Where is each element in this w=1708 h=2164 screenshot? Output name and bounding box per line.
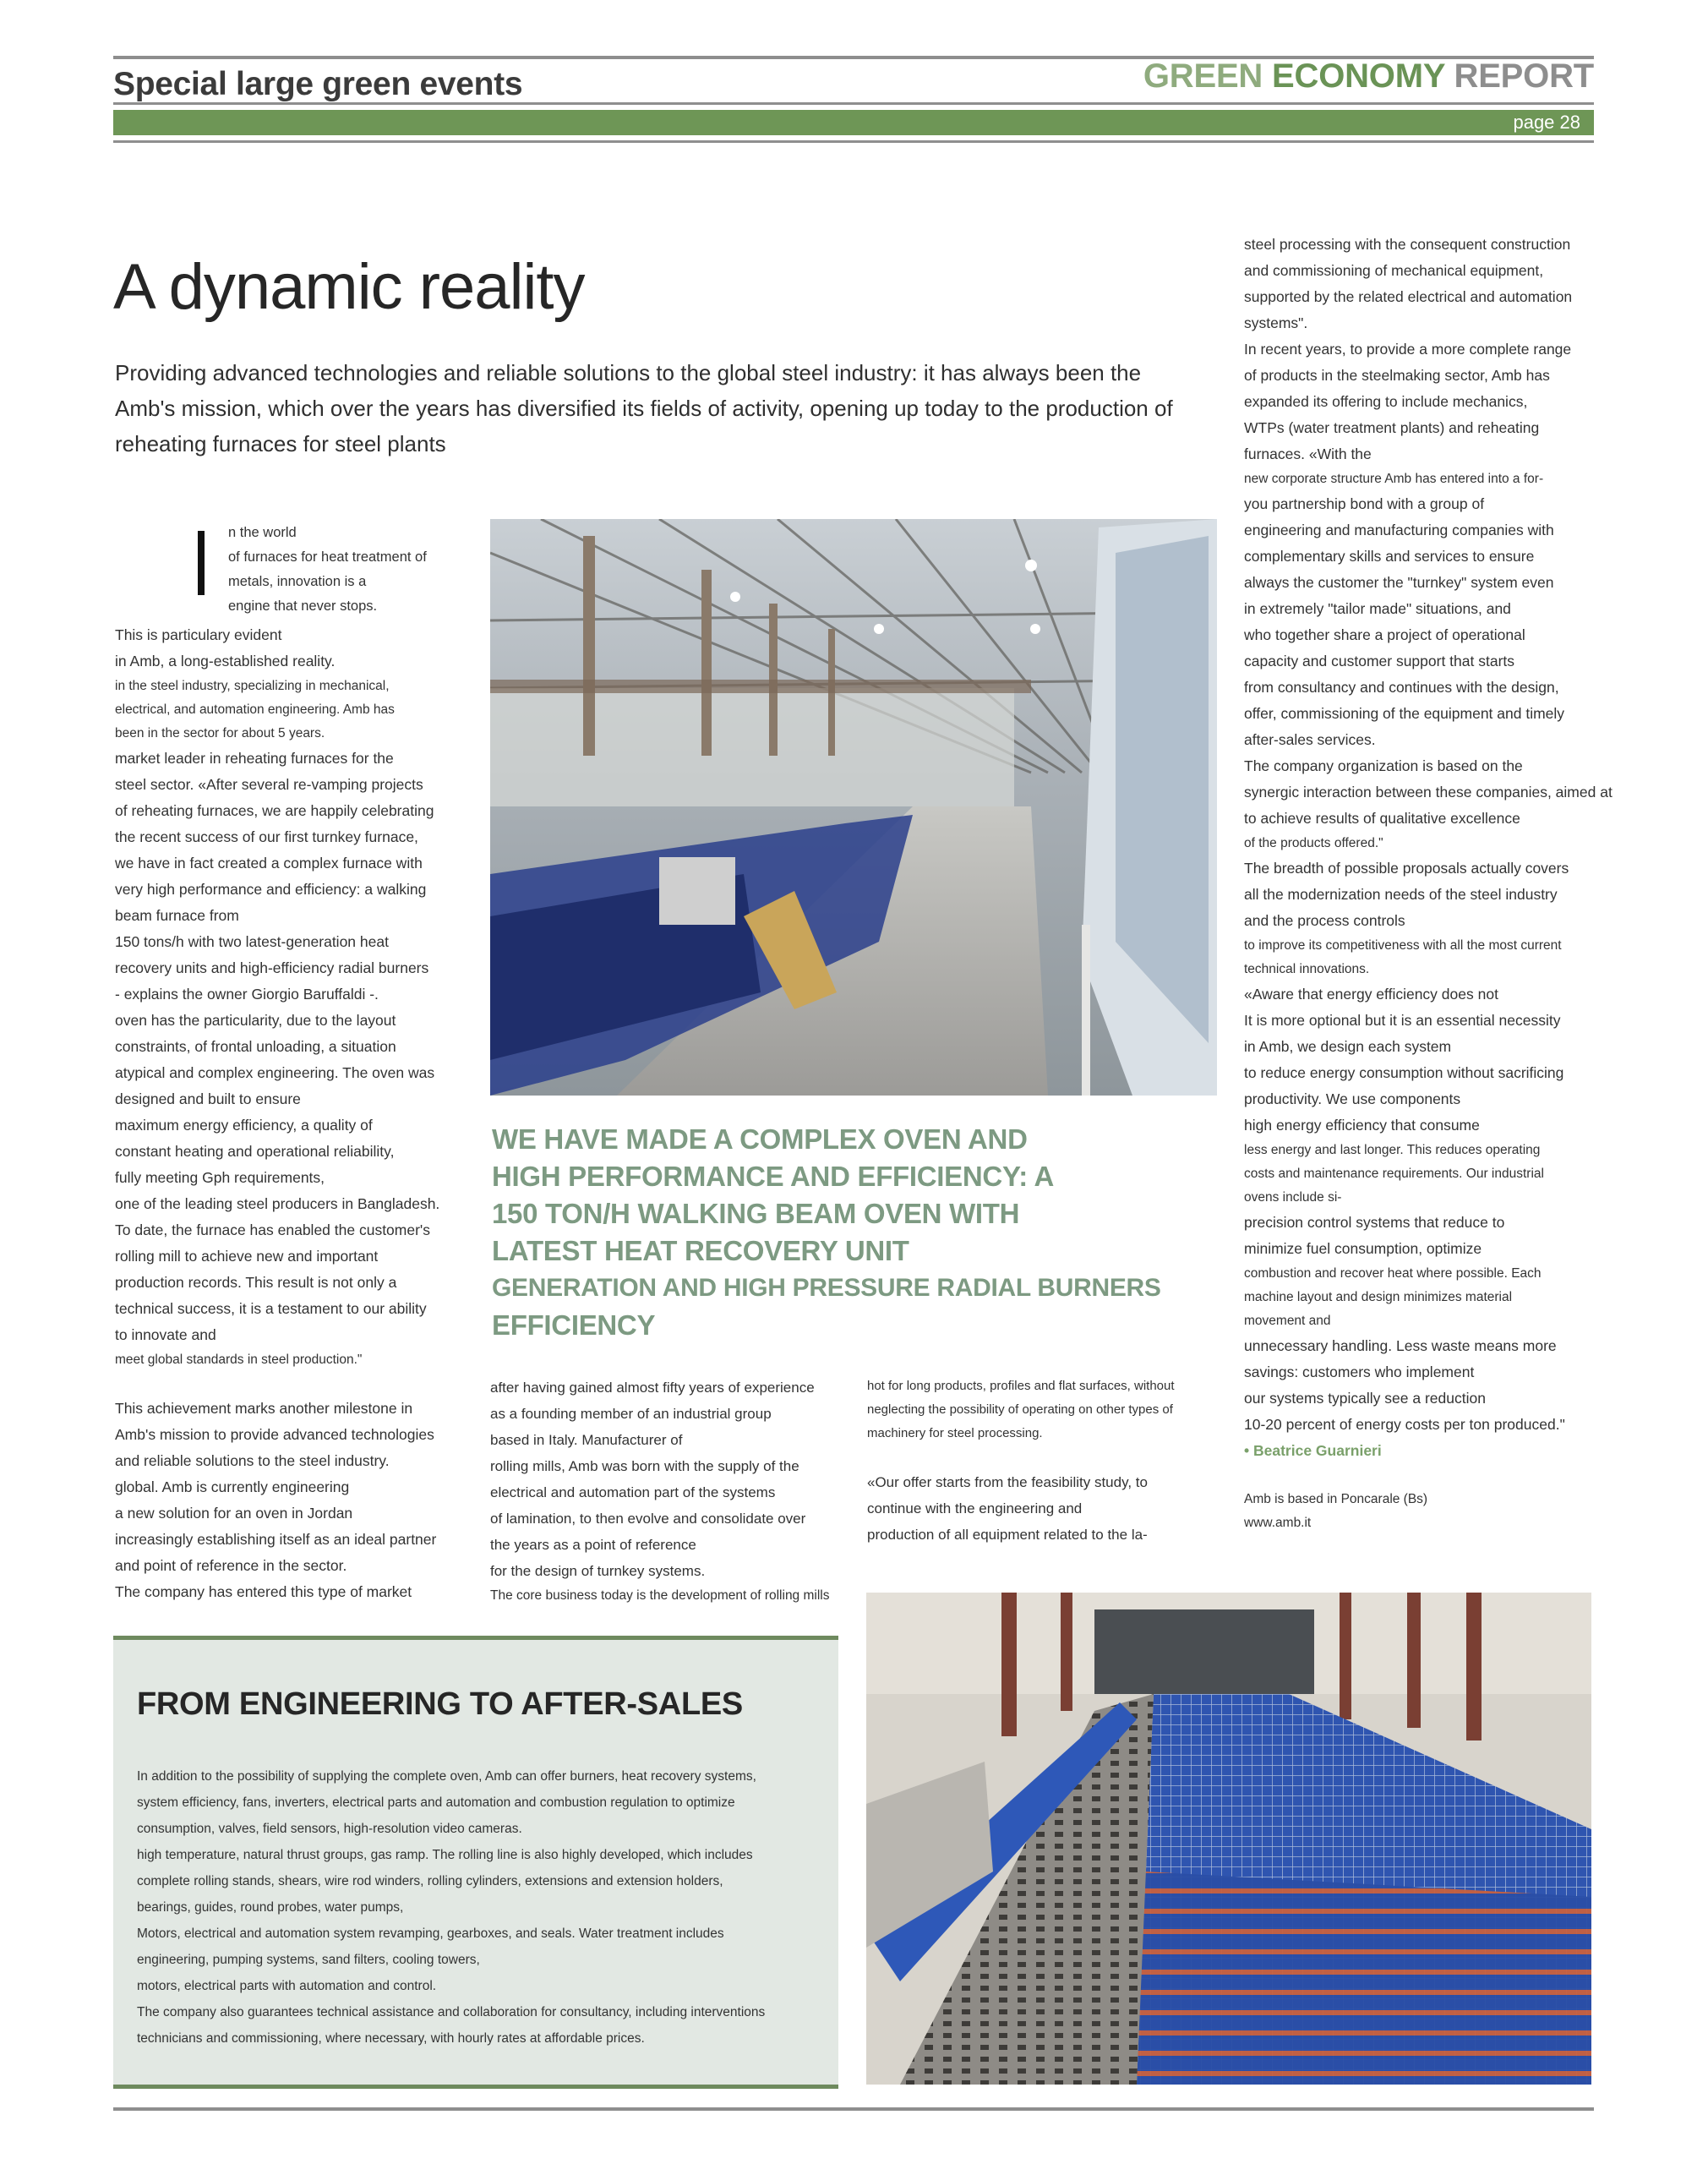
right-column-line: In recent years, to provide a more complete range <box>1244 341 1572 358</box>
right-column-line: The breadth of possible proposals actually covers <box>1244 860 1569 877</box>
left-column-line: steel sector. «After several re-vamping projects <box>115 776 423 793</box>
right-column-line: complementary skills and services to ensure <box>1244 548 1535 565</box>
left-column-line: we have in fact created a complex furnace with <box>115 855 423 872</box>
middle-column-2-line: «Our offer starts from the feasibility study, to <box>867 1474 1148 1490</box>
left-column-line: - explains the owner Giorgio Baruffaldi -. <box>115 986 379 1003</box>
left-column-line: oven has the particularity, due to the layout <box>115 1012 396 1029</box>
sidebar-box-line: complete rolling stands, shears, wire rod winders, rolling cylinders, extensions and extension holders, <box>137 1874 723 1888</box>
dropcap-paragraph <box>228 521 427 619</box>
sidebar-box-line: In addition to the possibility of supplying the complete oven, Amb can offer burners, heat recovery systems, <box>137 1769 756 1784</box>
middle-column-1-line: of lamination, to then evolve and consolidate over <box>490 1511 806 1527</box>
right-column-line: steel processing with the consequent construction <box>1244 236 1571 253</box>
right-column-line: technical innovations. <box>1244 962 1370 976</box>
sidebar-box-line: system efficiency, fans, inverters, electrical parts and automation and combustion regulation to optimize <box>137 1795 735 1810</box>
header-green-bar <box>113 110 1594 135</box>
sidebar-box-title: FROM ENGINEERING TO AFTER-SALES <box>137 1686 743 1722</box>
right-column-line: new corporate structure Amb has entered into a for- <box>1244 472 1544 486</box>
right-column-line: offer, commissioning of the equipment and timely <box>1244 705 1565 722</box>
left-column-line: in the steel industry, specializing in mechanical, <box>115 679 390 693</box>
left-column-line: meet global standards in steel production." <box>115 1352 363 1367</box>
left-column-line: rolling mill to achieve new and important <box>115 1248 379 1265</box>
right-column-line: our systems typically see a reduction <box>1244 1390 1486 1407</box>
middle-column-1-line: electrical and automation part of the systems <box>490 1484 776 1500</box>
right-column-line: combustion and recover heat where possible. Each <box>1244 1266 1542 1281</box>
left-column-line: designed and built to ensure <box>115 1090 301 1107</box>
right-column-line: expanded its offering to include mechanics, <box>1244 393 1528 410</box>
right-column-line: supported by the related electrical and automation <box>1244 288 1573 305</box>
left-column-line: constant heating and operational reliability, <box>115 1143 395 1160</box>
footer-rule <box>113 2107 1594 2111</box>
section-title: Special large green events <box>113 66 523 102</box>
right-column-line: capacity and customer support that starts <box>1244 653 1515 669</box>
sidebar-box <box>113 1636 838 2089</box>
left-column-line: To date, the furnace has enabled the customer's <box>115 1221 431 1238</box>
dropcap-line: of furnaces for heat treatment of <box>228 549 427 565</box>
middle-column-1-line: The core business today is the development of rolling mills <box>490 1588 830 1603</box>
right-column-line: of the products offered." <box>1244 836 1383 850</box>
right-column-line: systems". <box>1244 314 1308 331</box>
header-bottom-rule <box>113 140 1594 143</box>
header-mid-rule <box>113 102 1594 105</box>
middle-column-1-text <box>490 1374 829 1608</box>
left-column-line: to innovate and <box>115 1326 216 1343</box>
sidebar-box-line: technicians and commissioning, where necessary, with hourly rates at affordable prices. <box>137 2031 645 2046</box>
page-number: page 28 <box>1513 112 1580 133</box>
article-lead <box>115 355 1214 462</box>
right-column-line: movement and <box>1244 1314 1331 1328</box>
right-column-line: and commissioning of mechanical equipment, <box>1244 262 1544 279</box>
spacer <box>1244 1464 1613 1488</box>
lead-line: reheating furnaces for steel plants <box>115 431 446 456</box>
right-column-line: high energy efficiency that consume <box>1244 1117 1480 1134</box>
middle-column-1-line: as a founding member of an industrial group <box>490 1406 772 1422</box>
right-column-line: engineering and manufacturing companies with <box>1244 522 1554 538</box>
left-column-line: and point of reference in the sector. <box>115 1557 347 1574</box>
right-column-line: «Aware that energy efficiency does not <box>1244 986 1498 1003</box>
article-headline: A dynamic reality <box>113 251 585 323</box>
middle-column-2-line: neglecting the possibility of operating on other types of <box>867 1402 1173 1417</box>
left-column-line: global. Amb is currently engineering <box>115 1478 350 1495</box>
left-column-line: 150 tons/h with two latest-generation heat <box>115 933 389 950</box>
sidebar-box-line: The company also guarantees technical assistance and collaboration for consultancy, including interventions <box>137 2005 766 2019</box>
middle-column-2-line: machinery for steel processing. <box>867 1426 1043 1440</box>
middle-column-2-line <box>867 1445 1175 1469</box>
right-column-line: 10-20 percent of energy costs per ton produced." <box>1244 1416 1565 1433</box>
left-column-line: and reliable solutions to the steel industry. <box>115 1452 390 1469</box>
right-column-line: It is more optional but it is an essential necessity <box>1244 1012 1561 1029</box>
left-column-line: the recent success of our first turnkey furnace, <box>115 828 418 845</box>
left-column-line: This achievement marks another milestone in <box>115 1400 413 1417</box>
sidebar-box-line: consumption, valves, field sensors, high-resolution video cameras. <box>137 1822 522 1836</box>
pull-quote-line: EFFICIENCY <box>492 1309 656 1341</box>
left-column-line: technical success, it is a testament to our ability <box>115 1300 427 1317</box>
left-column-line <box>115 1372 439 1396</box>
right-column-line: always the customer the "turnkey" system even <box>1244 574 1554 591</box>
walking-beam-furnace-photo <box>866 1593 1591 2085</box>
publication-brand <box>1143 57 1594 96</box>
right-column-line: synergic interaction between these companies, aimed at <box>1244 784 1613 801</box>
sidebar-box-line: high temperature, natural thrust groups, gas ramp. The rolling line is also highly developed, which includes <box>137 1848 753 1862</box>
right-column-line: who together share a project of operational <box>1244 626 1525 643</box>
right-column-line: from consultancy and continues with the design, <box>1244 679 1559 696</box>
left-column-line: Amb's mission to provide advanced technologies <box>115 1426 434 1443</box>
left-column-line: atypical and complex engineering. The oven was <box>115 1064 435 1081</box>
right-column-line: in extremely "tailor made" situations, and <box>1244 600 1511 617</box>
right-column-line: all the modernization needs of the steel industry <box>1244 886 1558 903</box>
right-column-text <box>1244 232 1613 1535</box>
rolling-mill-hall-photo <box>490 519 1217 1096</box>
right-column-line: WTPs (water treatment plants) and reheating <box>1244 419 1540 436</box>
middle-column-1-line: after having gained almost fifty years of experience <box>490 1380 815 1396</box>
left-column-line: been in the sector for about 5 years. <box>115 726 325 740</box>
left-column-line: increasingly establishing itself as an ideal partner <box>115 1531 437 1548</box>
right-column-line: The company organization is based on the <box>1244 757 1523 774</box>
left-column-text <box>115 622 439 1605</box>
pull-quote-line: GENERATION AND HIGH PRESSURE RADIAL BURNERS <box>492 1274 1161 1302</box>
middle-column-2-text <box>867 1374 1175 1548</box>
dropcap-letter-i <box>198 531 205 595</box>
pull-quote-line: HIGH PERFORMANCE AND EFFICIENCY: A <box>492 1161 1055 1192</box>
pull-quote-line: 150 TON/H WALKING BEAM OVEN WITH <box>492 1198 1020 1229</box>
right-column-line: savings: customers who implement <box>1244 1363 1475 1380</box>
company-location: Amb is based in Poncarale (Bs) <box>1244 1492 1428 1506</box>
left-column-line: in Amb, a long-established reality. <box>115 653 336 669</box>
right-column-line: ovens include si- <box>1244 1190 1342 1205</box>
left-column-line: very high performance and efficiency: a walking <box>115 881 427 898</box>
middle-column-1-line: based in Italy. Manufacturer of <box>490 1432 683 1448</box>
left-column-line: fully meeting Gph requirements, <box>115 1169 325 1186</box>
brand-word-green: GREEN <box>1143 57 1263 95</box>
right-column-line: minimize fuel consumption, optimize <box>1244 1240 1482 1257</box>
author-byline: • Beatrice Guarnieri <box>1244 1442 1382 1459</box>
right-column-line: less energy and last longer. This reduces operating <box>1244 1143 1541 1157</box>
right-column-line: of products in the steelmaking sector, Amb has <box>1244 367 1550 384</box>
middle-column-2-line: production of all equipment related to the la- <box>867 1527 1148 1543</box>
right-column-line: productivity. We use components <box>1244 1090 1461 1107</box>
right-column-line: you partnership bond with a group of <box>1244 495 1485 512</box>
pull-quote-line: LATEST HEAT RECOVERY UNIT <box>492 1235 909 1266</box>
right-column-line: to improve its competitiveness with all the most current <box>1244 938 1562 953</box>
right-column-line: precision control systems that reduce to <box>1244 1214 1505 1231</box>
right-column-line: in Amb, we design each system <box>1244 1038 1452 1055</box>
brand-word-report: REPORT <box>1454 57 1594 95</box>
left-column-line: one of the leading steel producers in Bangladesh. <box>115 1195 440 1212</box>
middle-column-2-line: continue with the engineering and <box>867 1500 1083 1516</box>
left-column-line: This is particulary evident <box>115 626 282 643</box>
left-column-line: a new solution for an oven in Jordan <box>115 1505 353 1522</box>
left-column-line: of reheating furnaces, we are happily celebrating <box>115 802 434 819</box>
sidebar-box-line: motors, electrical parts with automation and control. <box>137 1979 437 1993</box>
sidebar-box-line: bearings, guides, round probes, water pumps, <box>137 1900 404 1915</box>
left-column-line: market leader in reheating furnaces for the <box>115 750 394 767</box>
middle-column-1-line: for the design of turnkey systems. <box>490 1563 706 1579</box>
left-column-line: beam furnace from <box>115 907 239 924</box>
left-column-line: maximum energy efficiency, a quality of <box>115 1117 373 1134</box>
sidebar-box-body <box>137 1763 765 2052</box>
left-column-line: constraints, of frontal unloading, a situation <box>115 1038 396 1055</box>
right-column-line: to reduce energy consumption without sacrificing <box>1244 1064 1564 1081</box>
pull-quote <box>492 1121 1161 1344</box>
lead-line: Providing advanced technologies and reliable solutions to the global steel industry: it has always been the <box>115 360 1142 385</box>
dropcap-line: engine that never stops. <box>228 598 378 614</box>
right-column-line: machine layout and design minimizes material <box>1244 1290 1513 1304</box>
brand-word-economy: ECONOMY <box>1272 57 1445 95</box>
left-column-line: electrical, and automation engineering. Amb has <box>115 702 395 717</box>
right-column-line: and the process controls <box>1244 912 1405 929</box>
pull-quote-line: WE HAVE MADE A COMPLEX OVEN AND <box>492 1123 1028 1155</box>
left-column-line: The company has entered this type of market <box>115 1583 412 1600</box>
sidebar-box-line: engineering, pumping systems, sand filters, cooling towers, <box>137 1953 480 1967</box>
dropcap-line: n the world <box>228 525 297 540</box>
right-column-line: to achieve results of qualitative excellence <box>1244 810 1520 827</box>
left-column-line: recovery units and high-efficiency radial burners <box>115 959 429 976</box>
right-column-line: costs and maintenance requirements. Our industrial <box>1244 1167 1544 1181</box>
right-column-line: after-sales services. <box>1244 731 1376 748</box>
middle-column-1-line: rolling mills, Amb was born with the supply of the <box>490 1458 799 1474</box>
sidebar-box-line: Motors, electrical and automation system revamping, gearboxes, and seals. Water treatment includes <box>137 1926 724 1941</box>
right-column-line: furnaces. «With the <box>1244 445 1372 462</box>
lead-line: Amb's mission, which over the years has diversified its fields of activity, opening up today to the production of <box>115 396 1173 421</box>
middle-column-2-line: hot for long products, profiles and flat surfaces, without <box>867 1379 1175 1393</box>
left-column-line: production records. This result is not only a <box>115 1274 397 1291</box>
middle-column-1-line: the years as a point of reference <box>490 1537 696 1553</box>
right-column-line: unnecessary handling. Less waste means more <box>1244 1337 1557 1354</box>
company-website[interactable]: www.amb.it <box>1244 1516 1312 1530</box>
dropcap-line: metals, innovation is a <box>228 574 367 589</box>
